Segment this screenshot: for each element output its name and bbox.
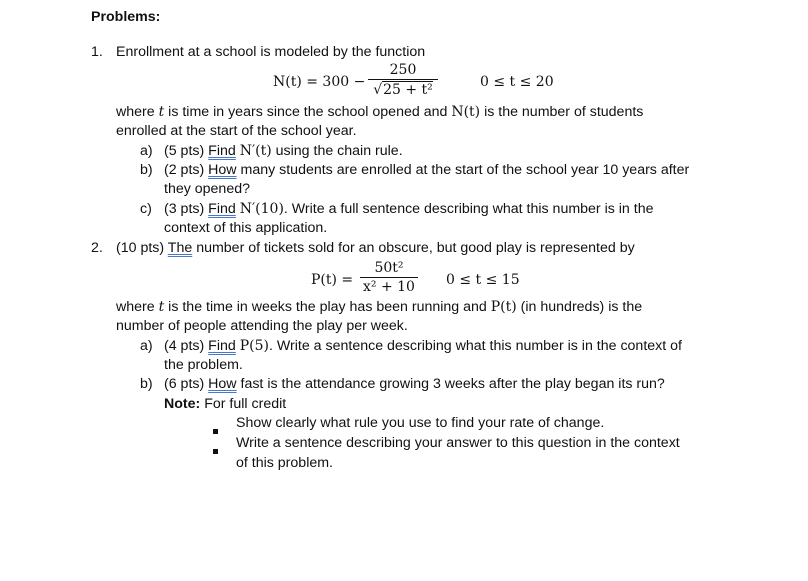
part-1b-label: b): [140, 162, 153, 178]
bullet-item-2: Write a sentence describing your answer to this question in the context: [236, 435, 680, 451]
part-2a-text-line2: the problem.: [164, 357, 243, 373]
part-2a-text: (4 pts) Find P(5). Write a sentence describing what this number is in the context of: [164, 338, 682, 354]
formula-denominator: √25 + t²: [373, 82, 433, 98]
part-2a-label: a): [140, 338, 153, 354]
problem-1-description-line1: where t is time in years since the school opened and N(t) is the number of students: [116, 104, 644, 120]
formula-numerator: 50t²: [374, 260, 404, 276]
bullet-icon: [213, 421, 218, 440]
formula-domain: 0 ≤ t ≤ 20: [480, 74, 554, 90]
formula-denominator: x² + 10: [363, 279, 415, 295]
part-1c-text: (3 pts) Find N′(10). Write a full sentence describing what this number is in the: [164, 201, 654, 217]
problem-2-description-line1: where t is the time in weeks the play has been running and P(t) (in hundreds) is the: [116, 299, 643, 315]
formula-domain: 0 ≤ t ≤ 15: [446, 272, 520, 288]
formula-lhs: P(t) =: [311, 272, 354, 288]
problem-2-intro: (10 pts) The number of tickets sold for an obscure, but good play is represented by: [116, 240, 635, 256]
problem-1-description-line2: enrolled at the start of the school year.: [116, 123, 357, 139]
problem-1-number: 1.: [91, 44, 103, 60]
note: Note: For full credit: [164, 396, 287, 412]
part-1c-text-line2: context of this application.: [164, 220, 328, 236]
formula-fraction: [368, 61, 438, 100]
problem-2-description-line2: number of people attending the play per week.: [116, 318, 408, 334]
formula-numerator: 250: [389, 62, 417, 78]
bullet-item-1: Show clearly what rule you use to find your rate of change.: [236, 415, 605, 431]
sqrt-icon: √: [373, 82, 383, 98]
part-1c-label: c): [140, 201, 152, 217]
problem-2-number: 2.: [91, 240, 103, 256]
bullet-item-2-line2: of this problem.: [236, 455, 333, 471]
part-1a-text: (5 pts) Find N′(t) using the chain rule.: [164, 143, 403, 159]
part-2b-text: (6 pts) How fast is the attendance growing 3 weeks after the play began its run?: [164, 376, 665, 392]
formula-fraction: [360, 259, 418, 296]
problem-1-intro: Enrollment at a school is modeled by the function: [116, 44, 426, 60]
problems-heading: Problems:: [91, 9, 161, 25]
part-1b-text: (2 pts) How many students are enrolled at the start of the school year 10 years after: [164, 162, 690, 178]
part-2b-label: b): [140, 376, 153, 392]
part-1b-text-line2: they opened?: [164, 181, 250, 197]
bullet-icon: [213, 441, 218, 460]
part-1a-label: a): [140, 143, 153, 159]
formula-lhs: N(t) = 300 −: [273, 74, 366, 90]
